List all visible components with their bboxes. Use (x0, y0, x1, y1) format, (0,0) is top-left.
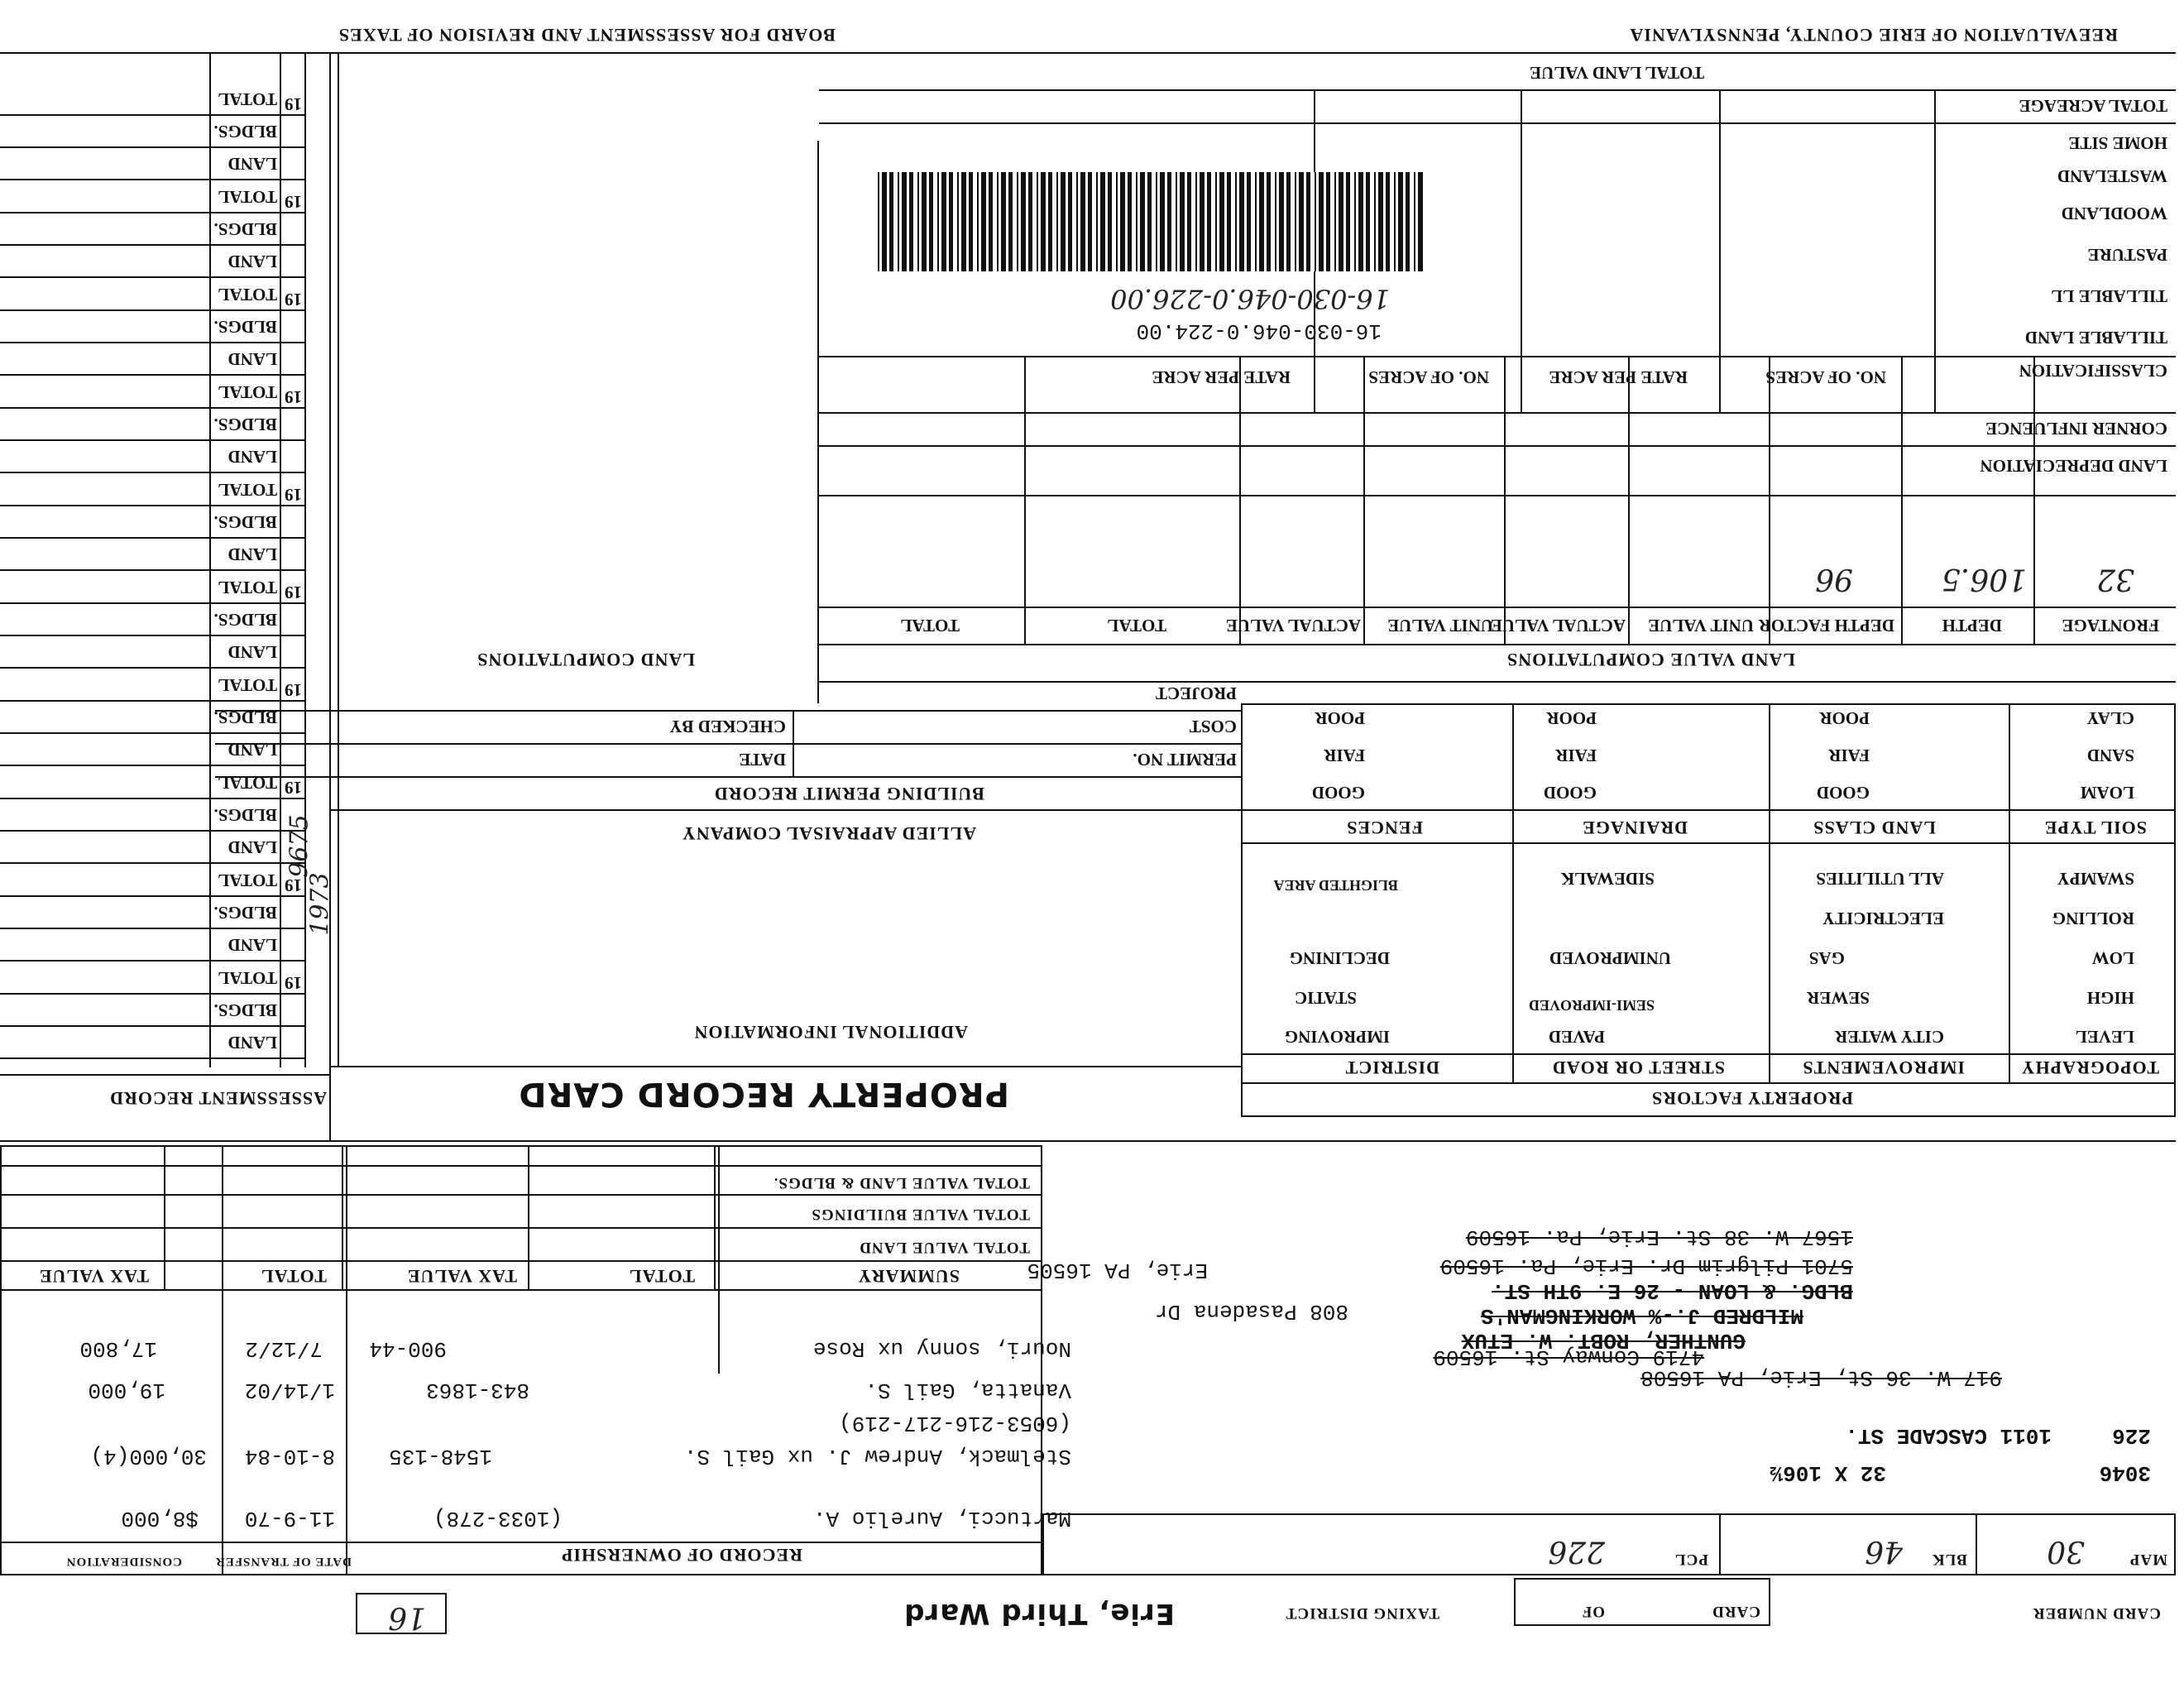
barcode (877, 172, 1423, 271)
district-header: DISTRICT (1344, 1057, 1439, 1078)
fences-good: GOOD (1311, 783, 1365, 803)
ownership-title: RECORD OF OWNERSHIP (561, 1545, 802, 1566)
street-paved: PAVED (1548, 1027, 1605, 1047)
assessment-label-bldgs: BLDGS. (213, 610, 277, 630)
col-frontage: FRONTAGE (2062, 616, 2159, 635)
topo-low: LOW (2091, 948, 2134, 968)
assessment-label-total: TOTAL (218, 675, 277, 695)
assessment-rule (0, 895, 306, 897)
reevaluation-title: REEVALUATION OF ERIE COUNTY, PENNSYLVANIA (1629, 25, 2118, 46)
soil-sand: SAND (2086, 746, 2134, 765)
assessment-rule (0, 179, 306, 180)
land-class-poor: POOR (1819, 708, 1870, 728)
assessment-rule (0, 244, 306, 246)
rate-per-acre-label-2: RATE PER ACRE (1152, 367, 1291, 387)
assessment-rule (0, 374, 306, 376)
street-unimproved: UNIMPROVED (1549, 948, 1671, 968)
owner-row-5-amount: 17,800 (79, 1336, 157, 1361)
assessment-rule (0, 765, 306, 766)
owner-row-4-date: 1/14/02 (244, 1378, 335, 1403)
assessment-label-land: LAND (228, 447, 277, 467)
assessment-rule (0, 1025, 306, 1027)
assessment-label-land: LAND (228, 935, 277, 955)
owner-address-1b: 4719 Conway St. 16509 (1433, 1345, 1704, 1369)
summary-title: SUMMARY (857, 1266, 960, 1287)
assessment-label-land: LAND (228, 154, 277, 174)
owner-row-5-name: Nouri, sonny ux Rose (812, 1336, 1071, 1361)
owner-row-4-deed: 843-1863 (426, 1378, 529, 1403)
summary-total-2: TOTAL (261, 1266, 327, 1287)
assessment-year-prefix: 19 (285, 778, 302, 798)
owner-row-2-name: Stelmack, Andrew J. ux Gail S. (683, 1444, 1071, 1469)
property-factors-section (1241, 703, 2176, 1117)
assessment-label-land: LAND (228, 1033, 277, 1053)
assessment-year-prefix: 19 (285, 192, 302, 212)
bldg-loan: BLDG. & LOAN - 26 E. 9TH ST. (1492, 1278, 1853, 1303)
impr-sewer: SEWER (1807, 988, 1870, 1008)
pcl-label: PCL (1674, 1551, 1708, 1568)
assessment-rule (0, 928, 306, 929)
card-label: CARD (1712, 1603, 1760, 1620)
district-blighted: BLIGHTED AREA (1273, 877, 1398, 894)
owner-row-1-date: 11-9-70 (244, 1506, 335, 1531)
parcel-number-2: 16-030-046.0-226.00 (1110, 283, 1390, 314)
assessment-label-land: LAND (228, 349, 277, 369)
blk-label: BLK (1931, 1551, 1967, 1568)
address-dims: 32 X 106½ (1770, 1460, 1886, 1485)
topo-rolling: ROLLING (2052, 909, 2134, 928)
summary-row-land: TOTAL VALUE LAND (859, 1239, 1030, 1256)
land-depreciation-label: LAND DEPRECIATION (1980, 456, 2167, 476)
pasture-label: PASTURE (2087, 245, 2167, 265)
col-actual-value-2: ACTUAL VALUE (1225, 616, 1361, 635)
assessment-year-prefix: 19 (285, 680, 302, 700)
total-land-value-label: TOTAL LAND VALUE (1530, 63, 1704, 83)
assessment-year-prefix: 19 (285, 387, 302, 407)
drainage-fair: FAIR (1555, 746, 1597, 765)
district-static: STATIC (1294, 988, 1357, 1008)
col-depth: DEPTH (1942, 616, 2002, 635)
assessment-rule (0, 862, 306, 864)
corner-influence-label: CORNER INFLUENCE (1985, 419, 2167, 439)
woodland-label: WOODLAND (2061, 204, 2167, 223)
owner-row-2-deed: 1548-135 (389, 1444, 492, 1469)
permit-project-label: PROJECT (1155, 683, 1237, 703)
assessment-label-bldgs: BLDGS. (213, 415, 277, 434)
summary-total-1: TOTAL (629, 1266, 695, 1287)
pcl-value: 226 (1548, 1534, 1605, 1568)
land-class-fair: FAIR (1828, 746, 1870, 765)
soil-type-header: SOIL TYPE (2043, 818, 2147, 838)
card-number-label: CARD NUMBER (2032, 1604, 2161, 1622)
impr-all-utilities: ALL UTILITIES (1816, 869, 1944, 889)
frontage-hw: 32 (2096, 562, 2134, 596)
owner-row-1-name: Martucci, Aurelio A. (812, 1506, 1071, 1531)
assessment-rule (0, 537, 306, 539)
topography-header: TOPOGRAPHY (2020, 1057, 2159, 1078)
card-title: PROPERTY RECORD CARD (518, 1075, 1009, 1113)
tillable-ll-label: TILLABLE LL (2051, 286, 2167, 306)
owner-name: GUNTHER, ROBT. W. ETUX (1461, 1328, 1746, 1353)
col-total-2: TOTAL (900, 616, 960, 635)
drainage-header: DRAINAGE (1582, 818, 1688, 838)
assessment-rule (0, 635, 306, 636)
old-address-2: 1567 W. 38 St. Erie, Pa. 16509 (1465, 1225, 1853, 1249)
assessment-label-bldgs: BLDGS. (213, 903, 277, 923)
assessment-rule (0, 439, 306, 441)
drainage-poor: POOR (1546, 708, 1597, 728)
permit-checked-by-label: CHECKED BY (669, 717, 786, 736)
consideration-label: CONSIDERATION (65, 1555, 182, 1568)
land-class-header: LAND CLASS (1813, 818, 1936, 838)
impr-electricity: ELECTRICITY (1822, 909, 1944, 928)
assessment-value-hw: 9675 (285, 814, 314, 878)
assessment-rule (0, 505, 306, 506)
impr-city-water: CITY WATER (1834, 1027, 1944, 1047)
owner-row-4-name: Vanatta, Gail S. (864, 1378, 1071, 1403)
assessment-rule (0, 1057, 306, 1059)
fences-header: FENCES (1346, 818, 1423, 838)
district-declining: DECLINING (1289, 948, 1390, 968)
assessment-year-hw: 1973 (305, 872, 335, 936)
assessment-rule (0, 569, 306, 571)
assessment-label-total: TOTAL (218, 480, 277, 500)
no-of-acres-label-1: NO. OF ACRES (1765, 367, 1886, 387)
assessment-year-prefix: 19 (285, 973, 302, 993)
rate-per-acre-label-1: RATE PER ACRE (1549, 367, 1688, 387)
assessment-year-prefix: 19 (285, 94, 302, 114)
old-address: 5701 Pilgrim Dr. Erie, Pa. 16509 (1439, 1254, 1853, 1278)
total-acreage-label: TOTAL ACREAGE (2019, 96, 2167, 116)
permit-cost-label: COST (1189, 717, 1237, 736)
parcel-number-1: 16-030-046.0-224.00 (1136, 319, 1382, 343)
owner-name-2: MILDRED J.-% WORKINGMAN'S (1480, 1303, 1803, 1328)
map-blk-pcl-box (1042, 1513, 2176, 1575)
address-street: 1011 CASCADE ST. (1845, 1423, 2052, 1448)
taxing-district-label: TAXING DISTRICT (1285, 1604, 1439, 1622)
district-improving: IMPROVING (1284, 1027, 1390, 1047)
assessment-rule (0, 407, 306, 409)
new-address: 808 Pasadena Dr (1154, 1299, 1348, 1324)
assessment-label-bldgs: BLDGS. (213, 1000, 277, 1020)
assessment-year-prefix: 19 (285, 485, 302, 505)
map-label: MAP (2129, 1551, 2167, 1568)
wasteland-label: WASTELAND (2057, 166, 2167, 186)
drainage-good: GOOD (1543, 783, 1597, 803)
assessment-rule (0, 309, 306, 311)
assessment-label-bldgs: BLDGS. (213, 219, 277, 239)
owner-row-4-amount: 19,000 (88, 1378, 165, 1403)
property-factors-title: PROPERTY FACTORS (1650, 1088, 1853, 1109)
assessment-label-total: TOTAL (218, 382, 277, 402)
assessment-rule (0, 667, 306, 669)
assessment-label-bldgs: BLDGS. (213, 805, 277, 825)
classification-label: CLASSIFICATION (2019, 361, 2167, 381)
land-value-title: LAND VALUE COMPUTATIONS (1506, 650, 1795, 670)
depth-hw: 106.5 (1941, 562, 2027, 596)
assessment-rule (0, 700, 306, 702)
assessment-label-land: LAND (228, 837, 277, 857)
assessment-label-bldgs: BLDGS. (213, 122, 277, 141)
assessment-year-prefix: 19 (285, 875, 302, 895)
permit-no-label: PERMIT NO. (1133, 750, 1237, 770)
ward-number: 16 (388, 1600, 426, 1634)
building-permit-title: BUILDING PERMIT RECORD (713, 784, 984, 804)
assessment-label-land: LAND (228, 642, 277, 662)
assessment-year-prefix: 19 (285, 290, 302, 309)
owner-row-2-date: 8-10-84 (244, 1444, 335, 1469)
assessment-rule (0, 212, 306, 213)
topo-high: HIGH (2086, 988, 2134, 1008)
owner-row-2-amount: 30,000(4) (90, 1444, 207, 1469)
col-total-1: TOTAL (1107, 616, 1166, 635)
summary-tax-value-1: TAX VALUE (406, 1266, 517, 1287)
home-site-label: HOME SITE (2068, 133, 2167, 153)
assessment-title: ASSESSMENT RECORD (109, 1088, 327, 1109)
owner-address-1: 917 W. 36 St, Erie, PA 16508 (1640, 1365, 2002, 1390)
col-unit-value-2: UNIT VALUE (1387, 616, 1493, 635)
owner-row-1-amount: $8,000 (121, 1506, 199, 1531)
blk-value: 46 (1865, 1534, 1903, 1568)
assessment-year-prefix: 19 (285, 583, 302, 602)
new-address-2: Erie, PA 16505 (1027, 1258, 1208, 1283)
assessment-label-bldgs: BLDGS. (213, 707, 277, 727)
street-header: STREET OR ROAD (1551, 1057, 1725, 1078)
topo-swampy: SWAMPY (2057, 869, 2134, 889)
address-parcel: 226 (2112, 1423, 2151, 1448)
owner-row-5-deed: 900-44 (369, 1336, 447, 1361)
depth-factor-hw: 96 (1815, 562, 1853, 596)
date-of-transfer-label: DATE OF TRANSFER (215, 1555, 352, 1568)
assessment-rule (0, 114, 306, 116)
assessment-rule (0, 472, 306, 473)
assessment-rule (0, 732, 306, 734)
additional-info-title: ADDITIONAL INFORMATION (693, 1022, 968, 1043)
map-value: 30 (2047, 1534, 2085, 1568)
assessment-label-bldgs: BLDGS. (213, 317, 277, 337)
assessment-rule (0, 830, 306, 832)
tillable-land-label: TILLABLE LAND (2024, 328, 2167, 348)
land-class-good: GOOD (1816, 783, 1870, 803)
topo-level: LEVEL (2075, 1027, 2134, 1047)
board-title: BOARD FOR ASSESSMENT AND REVISION OF TAXES (338, 25, 836, 46)
land-computations-title: LAND COMPUTATIONS (477, 650, 695, 670)
assessment-label-land: LAND (228, 252, 277, 271)
street-sidewalk: SIDEWALK (1560, 869, 1655, 889)
assessment-label-total: TOTAL (218, 870, 277, 890)
impr-gas: GAS (1808, 948, 1845, 968)
assessment-label-land: LAND (228, 740, 277, 760)
address-map-no: 3046 (2099, 1460, 2151, 1485)
assessment-label-total: TOTAL (218, 773, 277, 793)
assessment-rule (0, 146, 306, 148)
assessment-rule (0, 798, 306, 799)
of-label: OF (1581, 1603, 1605, 1620)
assessment-rule (0, 993, 306, 995)
assessment-label-total: TOTAL (218, 285, 277, 305)
col-actual-value-1: ACTUAL VALUE (1490, 616, 1626, 635)
summary-row-land-bldgs: TOTAL VALUE LAND & BLDGS. (773, 1174, 1030, 1192)
no-of-acres-label-2: NO. OF ACRES (1368, 367, 1489, 387)
assessment-label-total: TOTAL (218, 968, 277, 988)
permit-date-label: DATE (739, 750, 786, 770)
fences-fair: FAIR (1324, 746, 1365, 765)
street-semi-improved: SEMI-IMPROVED (1529, 997, 1655, 1014)
assessment-rule (0, 276, 306, 278)
assessment-label-land: LAND (228, 544, 277, 564)
summary-tax-value-2: TAX VALUE (38, 1266, 149, 1287)
assessment-rule (0, 602, 306, 604)
soil-clay: CLAY (2086, 708, 2134, 728)
fences-poor: POOR (1315, 708, 1365, 728)
assessment-label-bldgs: BLDGS. (213, 512, 277, 532)
col-depth-factor: DEPTH FACTOR (1758, 616, 1894, 635)
assessment-label-total: TOTAL (218, 578, 277, 597)
assessment-rule (0, 960, 306, 961)
improvements-header: IMPROVEMENTS (1802, 1057, 1965, 1078)
soil-loam: LOAM (2080, 783, 2134, 803)
assessment-rule (0, 342, 306, 343)
owner-row-1-deed: (1033-278) (433, 1506, 563, 1531)
col-unit-value-1: UNIT VALUE (1648, 616, 1754, 635)
district-name: Erie, Third Ward (903, 1597, 1175, 1630)
allied-company: ALLIED APPRAISAL COMPANY (681, 823, 976, 844)
assessment-label-total: TOTAL (218, 187, 277, 207)
assessment-label-total: TOTAL (218, 89, 277, 109)
owner-row-5-date: 7/12/2 (245, 1336, 323, 1361)
owner-row-3-name: (6053-216-217-219) (839, 1411, 1071, 1436)
summary-row-buildings: TOTAL VALUE BUILDINGS (811, 1206, 1030, 1223)
